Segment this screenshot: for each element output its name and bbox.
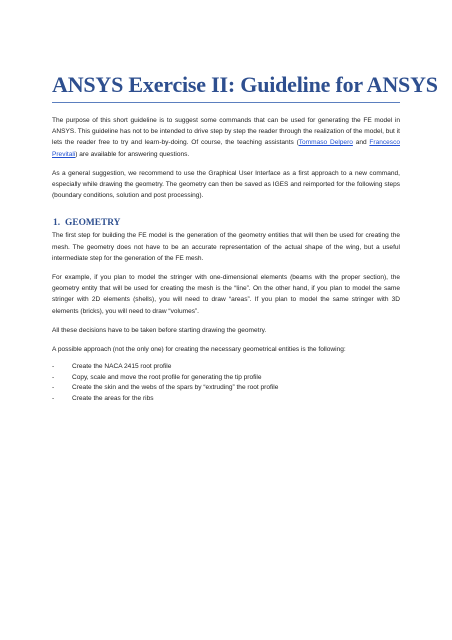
- list-item-text: Copy, scale and move the root profile for generating the tip profile: [72, 373, 262, 381]
- intro-text-end: ) are available for answering questions.: [75, 150, 190, 158]
- geometry-paragraph-3: All these decisions have to be taken before starting drawing the geometry.: [52, 326, 267, 334]
- bullet-dash: -: [52, 373, 55, 381]
- page-title: ANSYS Exercise II: Guideline for ANSYS: [52, 72, 400, 103]
- geometry-paragraph-1: The first step for building the FE model is the generation of the geometry entities that will then be used for creating the mesh. The geometry does not have to be an accurate representation of the actual shape of the wing, but a useful intermediate step for the generation of the FE mesh.: [52, 232, 400, 262]
- section-number: 1.: [53, 218, 61, 229]
- bullet-dash: -: [52, 395, 55, 403]
- bullet-dash: -: [52, 384, 55, 392]
- list-item-text: Create the NACA 2415 root profile: [72, 363, 172, 371]
- link-tommaso-delpero[interactable]: Tommaso Delpero: [298, 139, 353, 147]
- list-item-text: Create the skin and the webs of the spars by “extruding” the root profile: [72, 384, 279, 392]
- list-item: [52, 362, 400, 373]
- geometry-paragraph-4: A possible approach (not the only one) for creating the necessary geometrical entities is the following:: [52, 346, 346, 354]
- geometry-steps-list: [52, 362, 400, 404]
- section-title: GEOMETRY: [65, 218, 121, 229]
- suggestion-paragraph: As a general suggestion, we recommend to use the Graphical User Interface as a first approach to a new command, especially while drawing the geometry. The geometry can then be saved as IGES and reimported for the following steps (boundary conditions, solution and post processing).: [52, 169, 400, 200]
- list-item: [52, 394, 400, 405]
- bullet-dash: -: [52, 363, 55, 371]
- link-francesco-previtali[interactable]: Francesco Previtali: [52, 139, 400, 158]
- intro-text-and: and: [352, 139, 370, 147]
- list-item: [52, 373, 400, 384]
- section-heading-geometry: [52, 218, 400, 228]
- intro-paragraph: [52, 115, 400, 160]
- geometry-paragraph-2: For example, if you plan to model the stringer with one-dimensional elements (beams with the proper section), the geometry entity that will be used for creating the mesh is the “line”. On the other hand, if you plan to model the same stringer with 2D elements (shells), you will need to draw “areas”. If you plan to model the same stringer with 3D elements (bricks), you will need to draw “volumes”.: [52, 274, 400, 315]
- list-item: [52, 383, 400, 394]
- list-item-text: Create the areas for the ribs: [72, 395, 154, 403]
- intro-text-start: The purpose of this short guideline is to suggest some commands that can be used for generating the FE model in ANSYS. This guideline has not to be intended to drive step by step the reader through the realization of the model, but it lets the reader free to try and learn-by-doing. Of course, the teaching assistants (: [52, 117, 400, 147]
